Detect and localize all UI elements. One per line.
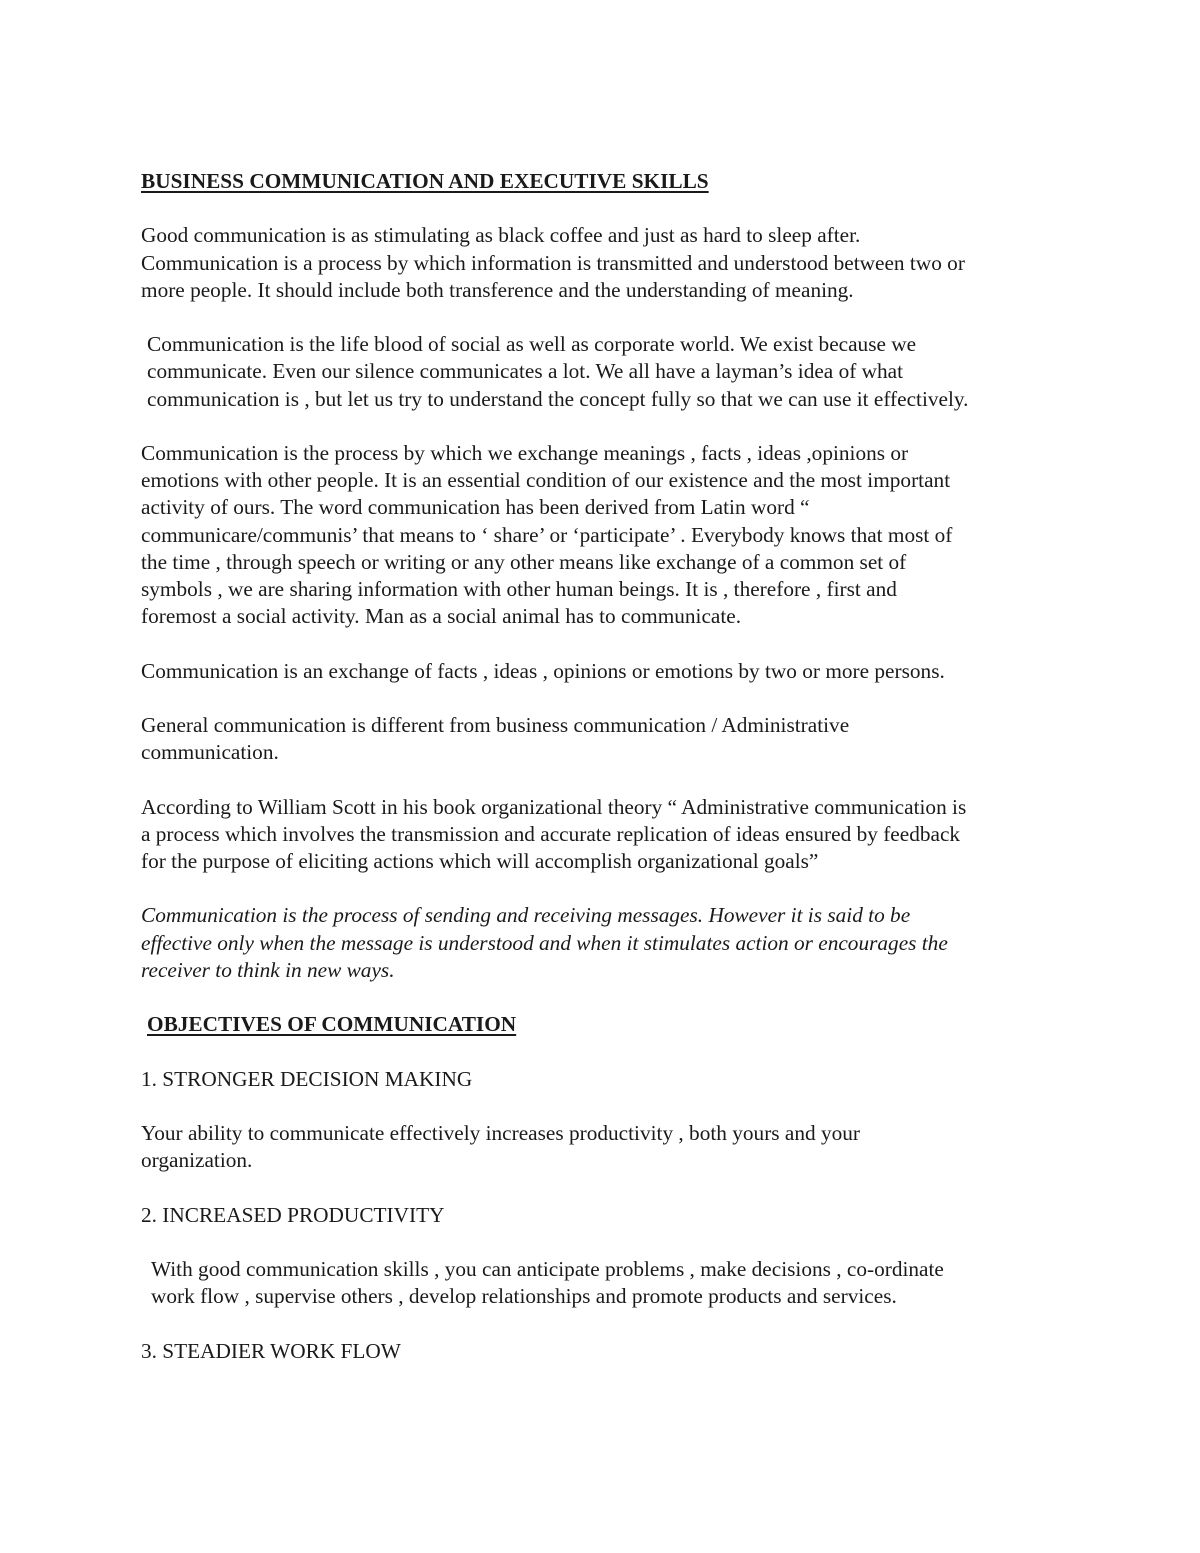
objective-1-text: Your ability to communicate effectively increases productivity , both yours and your organization. [141,1120,861,1173]
paragraph-intro: Good communication is as stimulating as black coffee and just as hard to sleep after. Communication is a process by which information is transmitted and understood between two or more people. It should include both transference and the understanding of meaning. [141,223,965,302]
document-title: BUSINESS COMMUNICATION AND EXECUTIVE SKILLS [141,169,709,193]
objective-1-heading: 1. STRONGER DECISION MAKING [141,1066,473,1091]
paragraph-life-blood: Communication is the life blood of social as well as corporate world. We exist because we communicate. Even our silence communicates a lot. We all have a layman’s idea of what communication is , but let us try to understand the concept fully so that we can use it effectively. [147,332,969,411]
paragraph-process-definition: Communication is the process by which we exchange meanings , facts , ideas ,opinions or emotions with other people. It is an essential condition of our existence and the most important activity of ours. The word communication has been derived from Latin word “ communicare/communis’ that means to ‘ share’ or ‘participate’ . Everybody knows that most of the time , through speech or writing or any other means like exchange of a common set of symbols , we are sharing information with other human beings. It is , therefore , first and foremost a social activity. Man as a social animal has to communicate. [141,440,953,629]
objective-3-heading: 3. STEADIER WORK FLOW [141,1338,401,1363]
objective-2-text: With good communication skills , you can anticipate problems , make decisions , co-ordinate work flow , supervise others , develop relationships and promote products and services. [151,1256,944,1309]
paragraph-italic-definition: Communication is the process of sending and receiving messages. However it is said to be effective only when the message is understood and when it stimulates action or encourages the receiver to think in new ways. [141,903,948,982]
paragraph-general-vs-business: General communication is different from business communication / Administrative communication. [141,712,850,765]
objectives-heading: OBJECTIVES OF COMMUNICATION [147,1012,517,1037]
paragraph-exchange-definition: Communication is an exchange of facts , ideas , opinions or emotions by two or more persons. [141,658,945,683]
objective-2-heading: 2. INCREASED PRODUCTIVITY [141,1202,445,1227]
paragraph-william-scott-quote: According to William Scott in his book organizational theory “ Administrative communication is a process which involves the transmission and accurate replication of ideas ensured by feedback for the purpose of eliciting actions which will accomplish organizational goals” [141,794,967,873]
document-body [141,168,1071,1392]
